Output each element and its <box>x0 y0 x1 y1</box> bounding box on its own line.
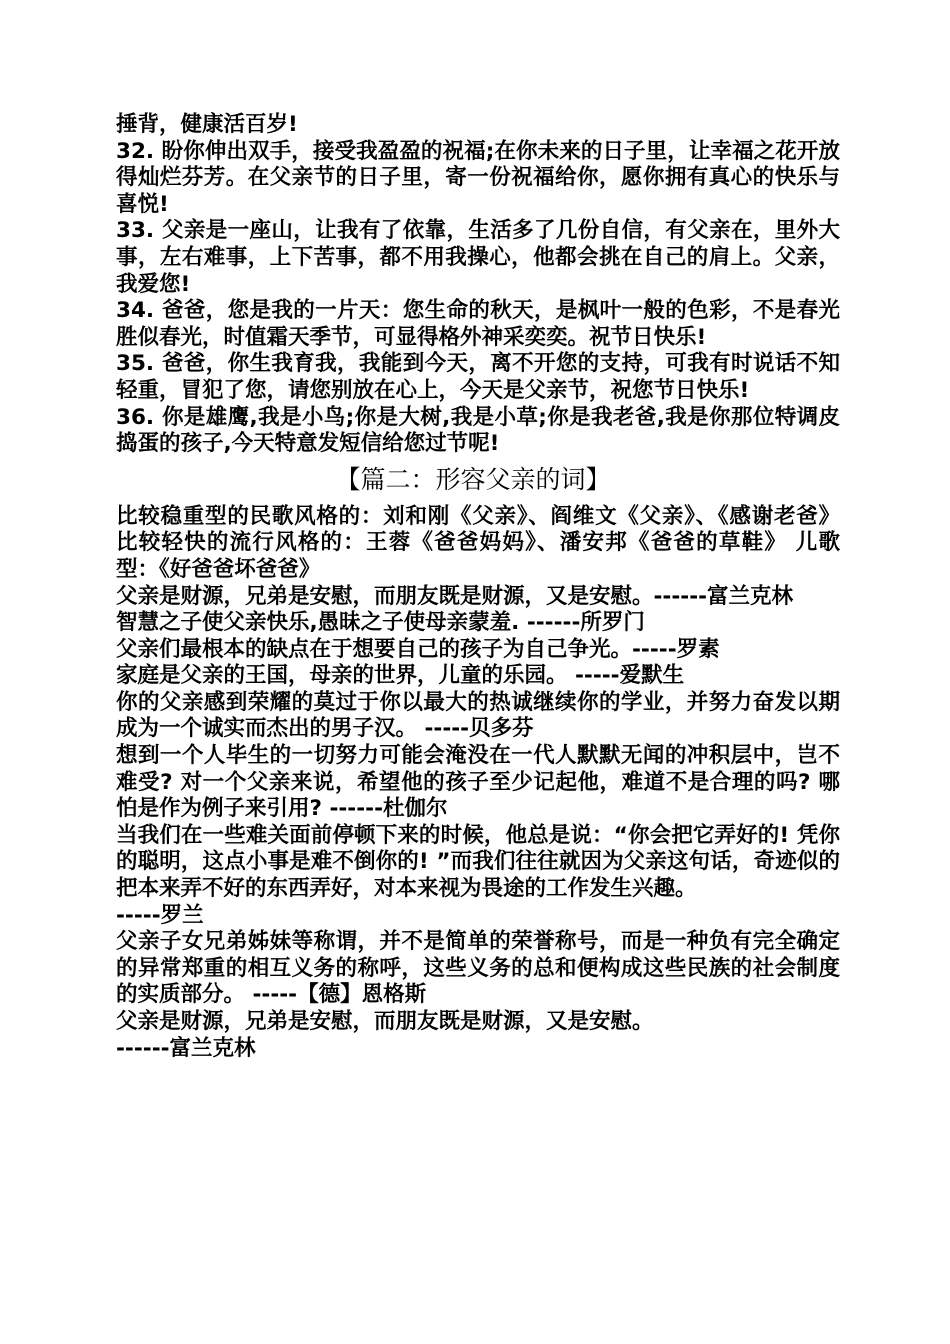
section-quotes <box>116 504 840 1062</box>
song-list: 比较稳重型的民歌风格的：刘和刚《父亲》、阎维文《父亲》、《感谢老爸》 比较轻快的流行风格的：王蓉《爸爸妈妈》、潘安邦《爸爸的草鞋》 儿歌型：《好爸爸坏爸爸》 <box>116 503 840 582</box>
quote-du-gard: 想到一个人毕生的一切努力可能会淹没在一代人默默无闻的冲积层中，岂不难受? 对一个父亲来说，希望他的孩子至少记起他，难道不是合理的吗? 哪怕是作为例子来引用? ------杜伽尔 <box>116 743 840 822</box>
quote-engels: 父亲子女兄弟姊妹等称谓，并不是简单的荣誉称号，而是一种负有完全确定的异常郑重的相互义务的称呼，这些义务的总和便构成这些民族的社会制度的实质部分。 -----【德】恩格斯 <box>116 929 840 1008</box>
quote-franklin: 父亲是财源，兄弟是安慰，而朋友既是财源，又是安慰。------富兰克林 <box>116 583 794 609</box>
quote-franklin-2: 父亲是财源，兄弟是安慰，而朋友既是财源，又是安慰。 <box>116 1009 654 1034</box>
quote-russell: 父亲们最根本的缺点在于想要自己的孩子为自己争光。-----罗素 <box>116 636 720 662</box>
quote-solomon: 智慧之子使父亲快乐,愚昧之子使母亲蒙羞. ------所罗门 <box>116 610 645 636</box>
paragraph-continued: 捶背，健康活百岁! <box>116 112 298 137</box>
quote-rolland: 当我们在一些难关面前停顿下来的时候，他总是说：“你会把它弄好的! 凭你的聪明，这点小事是难不倒你的! ”而我们往往就因为父亲这句话，奇迹似的把本来弄不好的东西弄好，对本来视为畏途的工作发生兴趣。 <box>116 822 840 902</box>
wish-34: 34. 爸爸，您是我的一片天：您生命的秋天，是枫叶一般的色彩，不是春光胜似春光，时值霜天季节，可显得格外神采奕奕。祝节日快乐! <box>116 298 840 350</box>
quote-emerson: 家庭是父亲的王国，母亲的世界，儿童的乐园。 -----爱默生 <box>116 663 685 689</box>
section-heading: 【篇二：形容父亲的词】 <box>335 464 611 494</box>
wish-33: 33. 父亲是一座山，让我有了依靠，生活多了几份自信，有父亲在，里外大事，左右难事，上下苦事，都不用我操心，他都会挑在自己的肩上。父亲，我爱您! <box>116 218 840 297</box>
quote-franklin-2-attribution: ------富兰克林 <box>116 1035 256 1061</box>
quote-rolland-attribution: -----罗兰 <box>116 902 204 928</box>
wish-35: 35. 爸爸，你生我育我，我能到今天，离不开您的支持，可我有时说话不知轻重，冒犯了您，请您别放在心上，今天是父亲节，祝您节日快乐! <box>116 351 840 403</box>
wish-36: 36. 你是雄鹰,我是小鸟;你是大树,我是小草;你是我老爸,我是你那位特调皮捣蛋的孩子,今天特意发短信给您过节呢! <box>116 404 840 457</box>
wish-32: 32. 盼你伸出双手，接受我盈盈的祝福;在你未来的日子里，让幸福之花开放得灿烂芬芳。在父亲节的日子里，寄一份祝福给你，愿你拥有真心的快乐与喜悦! <box>116 138 840 217</box>
section-wishes <box>116 112 840 458</box>
quote-beethoven: 你的父亲感到荣耀的莫过于你以最大的热诚继续你的学业，并努力奋发以期成为一个诚实而杰出的男子汉。 -----贝多芬 <box>116 689 840 742</box>
document-page <box>116 112 840 1062</box>
